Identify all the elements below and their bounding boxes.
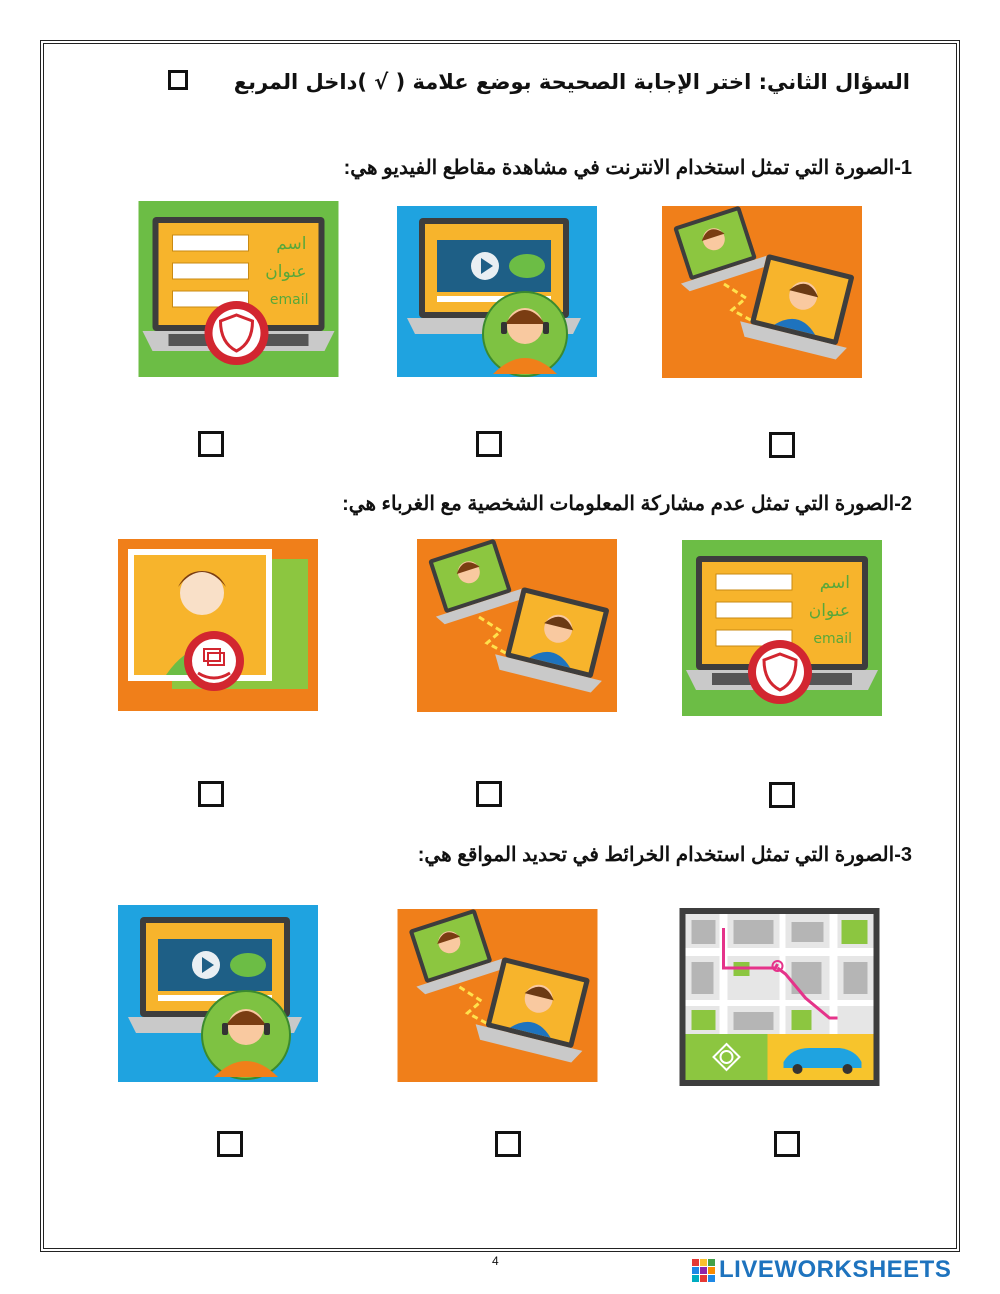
form-privacy-image-2 [682,540,882,716]
q1-option-2-checkbox[interactable] [476,431,502,457]
form-label-address: عنوان [265,262,307,282]
liveworksheets-logo-icon [692,1259,715,1282]
q3-option-3-checkbox[interactable] [774,1131,800,1157]
question-3: 3-الصورة التي تمثل استخدام الخرائط في تحديد المواقع هي: [417,844,912,866]
video-watching-image-2 [118,905,318,1082]
brand-text: LIVEWORKSHEETS [719,1256,952,1283]
q2-option-1-checkbox[interactable] [198,781,224,807]
q1-option-1-checkbox[interactable] [198,431,224,457]
photo-sharing-image [118,539,318,711]
question-1: 1-الصورة التي تمثل استخدام الانترنت في مشاهدة مقاطع الفيديو هي: [343,157,912,179]
form-label-name: اسم [819,573,850,593]
section-heading: السؤال الثاني: اختر الإجابة الصحيحة بوضع علامة ( √ )داخل المربع [233,70,910,94]
video-call-image-3 [397,909,598,1082]
form-label-email: email [813,631,852,647]
q3-option-2-checkbox[interactable] [495,1131,521,1157]
q3-option-1-checkbox[interactable] [217,1131,243,1157]
form-label-email: email [269,292,309,308]
q2-option-2-checkbox[interactable] [476,781,502,807]
form-label-address: عنوان [808,601,850,621]
liveworksheets-brand[interactable] [692,1256,951,1284]
video-call-image [662,206,862,378]
form-label-name: اسم [276,234,307,254]
heading-checkbox-sample [168,70,188,90]
q2-option-3-checkbox[interactable] [769,782,795,808]
video-watching-image [397,206,597,377]
page-number: 4 [492,1254,499,1268]
q1-option-3-checkbox[interactable] [769,432,795,458]
question-2: 2-الصورة التي تمثل عدم مشاركة المعلومات الشخصية مع الغرباء هي: [342,493,912,515]
video-call-image-2 [417,539,617,712]
map-navigation-image [679,908,880,1086]
form-privacy-image [138,201,339,377]
